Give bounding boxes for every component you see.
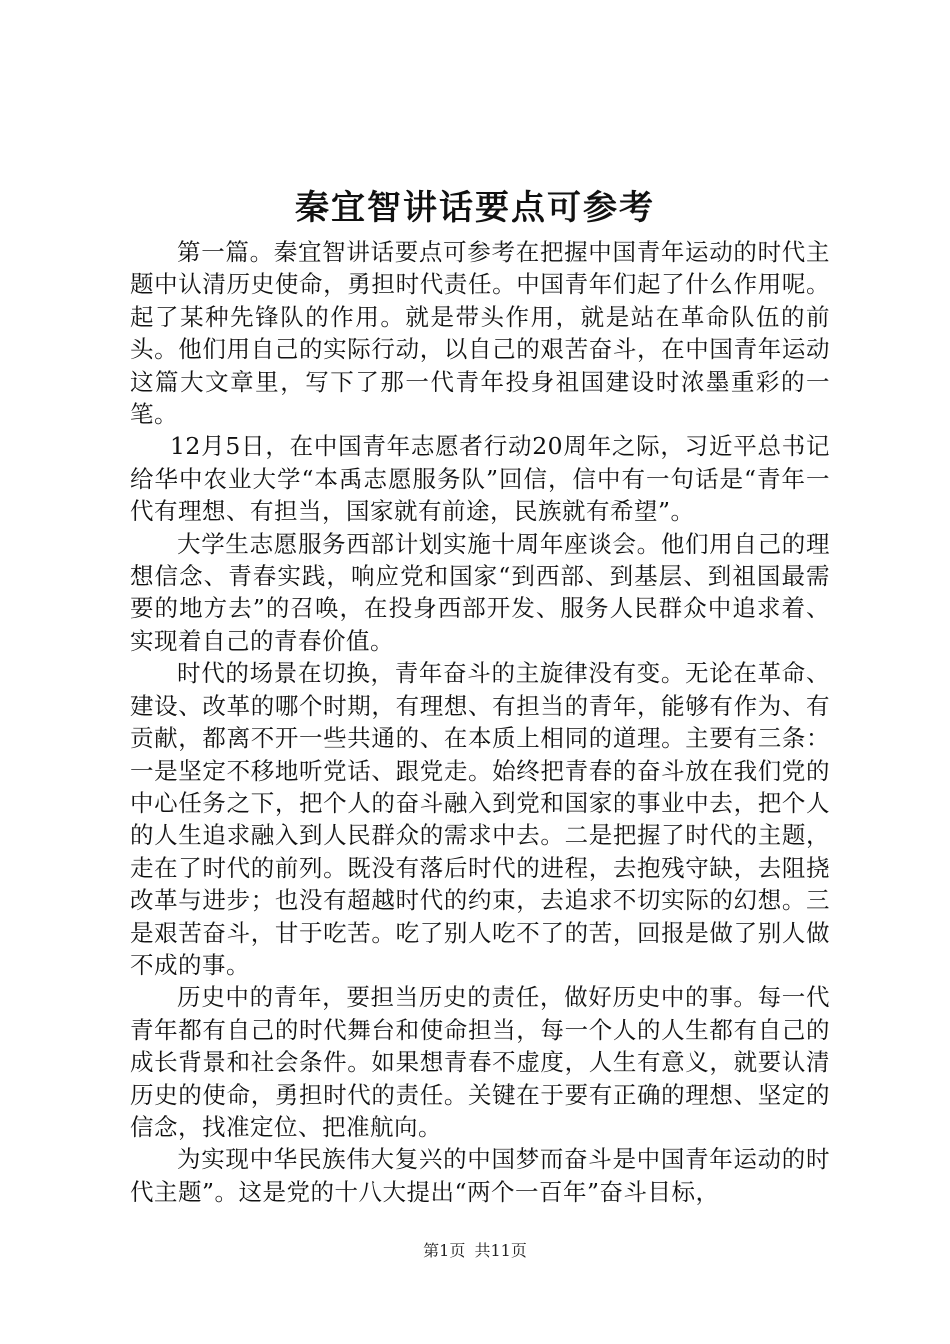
paragraph: 时代的场景在切换，青年奋斗的主旋律没有变。无论在革命、建设、改革的哪个时期，有理想、有担当的青年，能够有作为、有贡献，都离不开一些共通的、在本质上相同的道理。主要有三条：一是坚定不移地听党话、跟党走。始终把青春的奋斗放在我们党的中心任务之下，把个人的奋斗融入到党和国家的事业中去，把个人的人生追求融入到人民群众的需求中去。二是把握了时代的主题，走在了时代的前列。既没有落后时代的进程，去抱残守缺，去阻挠改革与进步；也没有超越时代的约束，去追求不切实际的幻想。三是艰苦奋斗，甘于吃苦。吃了别人吃不了的苦，回报是做了别人做不成的事。: [130, 659, 830, 979]
paragraph: 第一篇。秦宜智讲话要点可参考在把握中国青年运动的时代主题中认清历史使命，勇担时代责任。中国青年们起了什么作用呢。起了某种先锋队的作用。就是带头作用，就是站在革命队伍的前头。他们用自己的实际行动，以自己的艰苦奋斗，在中国青年运动这篇大文章里，写下了那一代青年投身祖国建设时浓墨重彩的一笔。: [130, 238, 830, 429]
document-title: 秦宜智讲话要点可参考: [295, 188, 655, 228]
page-footer: [0, 1240, 950, 1262]
document-body: [130, 236, 830, 1208]
paragraph: 为实现中华民族伟大复兴的中国梦而奋斗是中国青年运动的时代主题”。这是党的十八大提出“两个一百年”奋斗目标，: [130, 1145, 830, 1206]
page-total: 共11页: [474, 1241, 527, 1260]
paragraph: 12月5日，在中国青年志愿者行动20周年之际，习近平总书记给华中农业大学“本禹志愿服务队”回信，信中有一句话是“青年一代有理想、有担当，国家就有前途，民族就有希望”。: [130, 432, 830, 526]
paragraph: 大学生志愿服务西部计划实施十周年座谈会。他们用自己的理想信念、青春实践，响应党和国家“到西部、到基层、到祖国最需要的地方去”的召唤，在投身西部开发、服务人民群众中追求着、实现着自己的青春价值。: [130, 529, 830, 655]
paragraph: 历史中的青年，要担当历史的责任，做好历史中的事。每一代青年都有自己的时代舞台和使命担当，每一个人的人生都有自己的成长背景和社会条件。如果想青春不虚度，人生有意义，就要认清历史的使命，勇担时代的责任。关键在于要有正确的理想、坚定的信念，找准定位、把准航向。: [130, 983, 830, 1141]
page-number: 第1页: [423, 1241, 466, 1260]
